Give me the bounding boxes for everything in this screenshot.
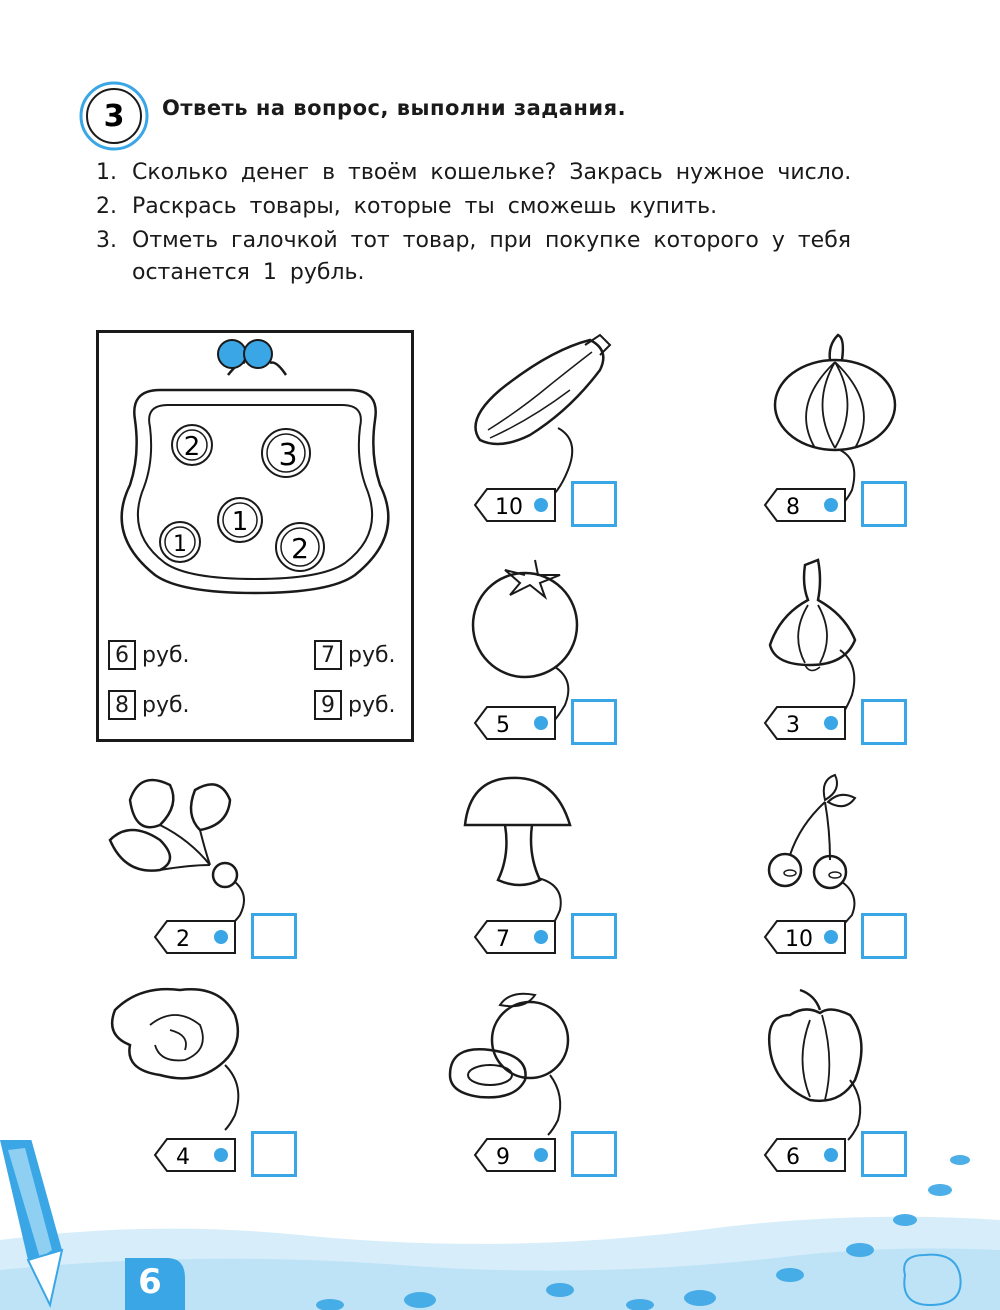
coin-value: 2 bbox=[291, 532, 309, 565]
checkbox-tomato[interactable] bbox=[571, 699, 617, 745]
wallet-icon bbox=[110, 335, 400, 605]
svg-text:8: 8 bbox=[786, 495, 800, 520]
task-number-badge bbox=[78, 80, 150, 152]
checkbox-pumpkin[interactable] bbox=[861, 481, 907, 527]
price-tag bbox=[473, 706, 557, 740]
plum-icon bbox=[440, 985, 620, 1145]
svg-text:9: 9 bbox=[496, 1145, 510, 1170]
task-title: Ответь на вопрос, выполни задания. bbox=[162, 96, 627, 120]
instruction-3: 3. Отметь галочкой тот товар, при покупке которого у тебя bbox=[96, 228, 852, 253]
svg-text:10: 10 bbox=[785, 927, 813, 952]
cherries-icon bbox=[760, 770, 910, 930]
amount-option[interactable]: 9 руб. bbox=[314, 690, 396, 720]
svg-text:5: 5 bbox=[496, 713, 510, 738]
page-number: 6 bbox=[138, 1262, 162, 1302]
instruction-3-cont: останется 1 рубль. bbox=[132, 260, 365, 285]
svg-text:3: 3 bbox=[786, 713, 800, 738]
amount-option[interactable]: 8 руб. bbox=[108, 690, 190, 720]
task-number: 3 bbox=[103, 99, 125, 134]
coin-value: 2 bbox=[183, 432, 201, 462]
price-tag bbox=[153, 920, 237, 954]
pepper-icon bbox=[760, 985, 910, 1145]
amount-option[interactable]: 6 руб. bbox=[108, 640, 190, 670]
svg-text:4: 4 bbox=[176, 1145, 190, 1170]
instruction-1: 1. Сколько денег в твоём кошельке? Закрась нужное число. bbox=[96, 160, 852, 185]
cabbage-icon bbox=[100, 985, 280, 1145]
price-tag bbox=[763, 706, 847, 740]
checkbox-garlic[interactable] bbox=[861, 699, 907, 745]
pencil-icon bbox=[0, 1140, 80, 1310]
price-tag bbox=[473, 920, 557, 954]
checkbox-mushroom[interactable] bbox=[571, 913, 617, 959]
checkbox-zucchini[interactable] bbox=[571, 481, 617, 527]
beet-icon bbox=[100, 770, 280, 930]
svg-text:6: 6 bbox=[786, 1145, 800, 1170]
coin-value: 3 bbox=[278, 438, 298, 473]
instruction-2: 2. Раскрась товары, которые ты сможешь купить. bbox=[96, 194, 718, 219]
checkbox-cherries[interactable] bbox=[861, 913, 907, 959]
price-tag bbox=[763, 920, 847, 954]
coin-value: 1 bbox=[231, 507, 249, 537]
price-tag bbox=[473, 488, 557, 522]
amount-option[interactable]: 7 руб. bbox=[314, 640, 396, 670]
checkbox-beet[interactable] bbox=[251, 913, 297, 959]
svg-text:2: 2 bbox=[176, 927, 190, 952]
svg-text:10: 10 bbox=[495, 495, 523, 520]
price-tag bbox=[763, 488, 847, 522]
svg-text:7: 7 bbox=[496, 927, 510, 952]
mushroom-icon bbox=[460, 770, 620, 930]
coin-value: 1 bbox=[173, 532, 187, 557]
